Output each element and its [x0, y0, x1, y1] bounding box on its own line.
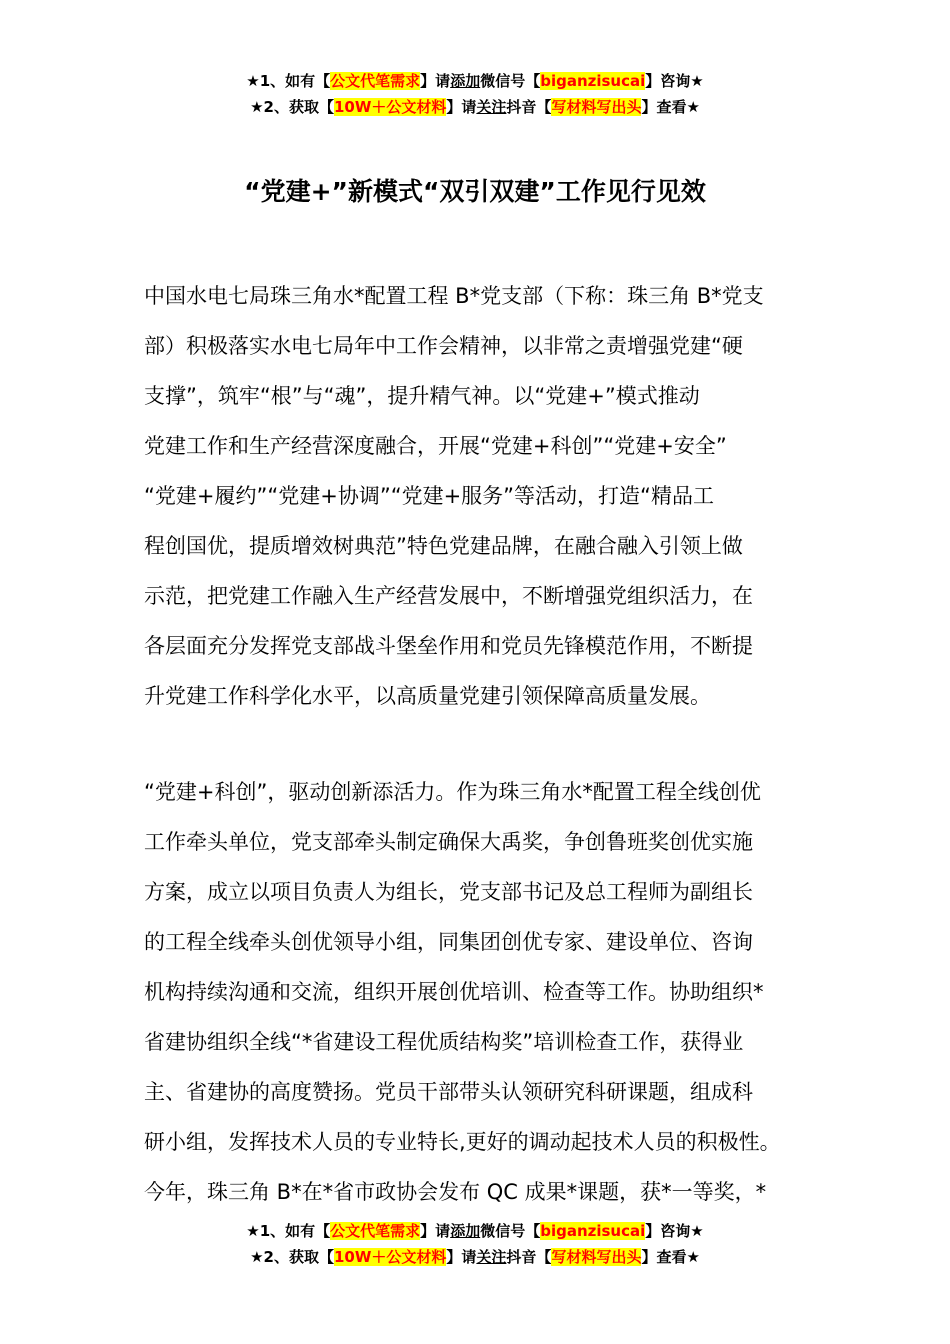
promo-underline: 关注 [476, 98, 507, 116]
header-promo-banner [0, 68, 950, 120]
promo-underline: 关注 [476, 1248, 507, 1266]
promo-text: 】请 [446, 98, 477, 116]
text-line: 示范，把党建工作融入生产经营发展中，不断增强党组织活力，在 [144, 584, 753, 608]
promo-line-1 [0, 68, 950, 94]
text-line: 部）积极落实水电七局年中工作会精神，以非常之责增强党建“硬 [144, 334, 743, 358]
promo-underline: 添加 [450, 1222, 481, 1240]
promo-account-name: 写材料写出头 [551, 1248, 642, 1266]
text-line: “党建+科创”，驱动创新添活力。作为珠三角水*配置工程全线创优 [144, 780, 761, 804]
promo-text: 抖音【 [506, 98, 552, 116]
promo-text: 】请 [420, 72, 451, 90]
text-line: 研小组，发挥技术人员的专业特长,更好的调动起技术人员的积极性。 [144, 1130, 781, 1154]
text-line: 工作牵头单位，党支部牵头制定确保大禹奖，争创鲁班奖创优实施 [144, 830, 753, 854]
text-line: 今年，珠三角 B*在*省市政协会发布 QC 成果*课题，获*一等奖，* [144, 1180, 767, 1204]
promo-line-2 [0, 1244, 950, 1270]
promo-text: 抖音【 [506, 1248, 552, 1266]
text-line: “党建+履约”“党建+协调”“党建+服务”等活动，打造“精品工 [144, 484, 714, 508]
promo-text: 】咨询★ [645, 72, 704, 90]
promo-wechat-id: biganzisucai [540, 72, 646, 90]
text-line: 程创国优，提质增效树典范”特色党建品牌，在融合融入引领上做 [144, 534, 743, 558]
paragraph-science-innovation [144, 767, 824, 1217]
promo-highlight: 公文代笔需求 [330, 1222, 421, 1240]
promo-text: 】请 [420, 1222, 451, 1240]
text-line: 支撑”，筑牢“根”与“魂”，提升精气神。以“党建+”模式推动 [144, 384, 700, 408]
promo-underline: 添加 [450, 72, 481, 90]
text-line: 机构持续沟通和交流，组织开展创优培训、检查等工作。协助组织* [144, 980, 764, 1004]
document-title: “党建+”新模式“双引双建”工作见行见效 [244, 177, 706, 206]
paragraph-intro [144, 271, 824, 721]
promo-text: 】查看★ [641, 98, 700, 116]
promo-account-name: 写材料写出头 [551, 98, 642, 116]
promo-wechat-id: biganzisucai [540, 1222, 646, 1240]
promo-line-2 [0, 94, 950, 120]
promo-text: ★1、如有【 [246, 72, 331, 90]
promo-highlight: 10W＋公文材料 [333, 98, 447, 116]
promo-highlight: 公文代笔需求 [330, 72, 421, 90]
promo-text: 微信号【 [480, 72, 541, 90]
text-line: 的工程全线牵头创优领导小组，同集团创优专家、建设单位、咨询 [144, 930, 753, 954]
text-line: 方案，成立以项目负责人为组长，党支部书记及总工程师为副组长 [144, 880, 753, 904]
text-line: 各层面充分发挥党支部战斗堡垒作用和党员先锋模范作用，不断提 [144, 634, 753, 658]
text-line: 省建协组织全线“*省建设工程优质结构奖”培训检查工作，获得业 [144, 1030, 744, 1054]
text-line: 党建工作和生产经营深度融合，开展“党建+科创”“党建+安全” [144, 434, 727, 458]
promo-text: ★1、如有【 [246, 1222, 331, 1240]
promo-text: 】请 [446, 1248, 477, 1266]
promo-line-1 [0, 1218, 950, 1244]
promo-text: 微信号【 [480, 1222, 541, 1240]
promo-highlight: 10W＋公文材料 [333, 1248, 447, 1266]
promo-text: 】查看★ [641, 1248, 700, 1266]
promo-text: ★2、获取【 [250, 98, 334, 116]
text-line: 中国水电七局珠三角水*配置工程 B*党支部（下称：珠三角 B*党支 [144, 284, 764, 308]
promo-text: 】咨询★ [645, 1222, 704, 1240]
text-line: 主、省建协的高度赞扬。党员干部带头认领研究科研课题，组成科 [144, 1080, 753, 1104]
promo-text: ★2、获取【 [250, 1248, 334, 1266]
text-line: 升党建工作科学化水平，以高质量党建引领保障高质量发展。 [144, 684, 711, 708]
footer-promo-banner [0, 1218, 950, 1270]
